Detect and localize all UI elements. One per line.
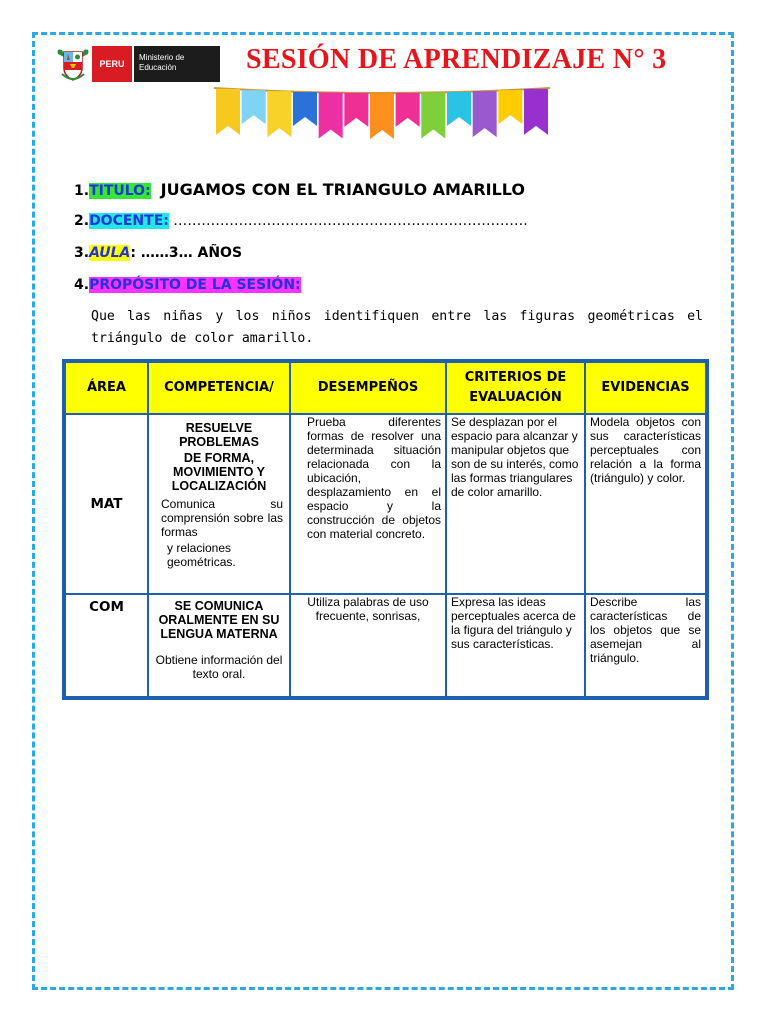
desempeno-mat: Prueba diferentes formas de resolver una determinada situación relacionada con la ubicación, desplazamiento en el espacio y la construcción de objetos con material concreto.	[290, 414, 446, 594]
bunting-flag	[447, 92, 471, 126]
bunting-flag	[267, 91, 291, 137]
header-competencia: COMPETENCIA/	[148, 361, 290, 414]
header-area: ÁREA	[64, 361, 148, 414]
aula-value: : ……3… AÑOS	[130, 245, 243, 261]
proposito-text: Que las niñas y los niños identifiquen entre las figuras geométricas el triángulo de color amarillo.	[91, 309, 703, 346]
table-row-mat	[64, 414, 707, 594]
header-evidencias: EVIDENCIAS	[585, 361, 707, 414]
competencia-com: SE COMUNICA ORALMENTE EN SU LENGUA MATERNA Obtiene información del texto oral.	[148, 594, 290, 698]
info-docente: 2.DOCENTE: ………………………………………………………………….	[74, 213, 528, 229]
evidencia-mat: Modela objetos con sus características perceptuales con relación a la forma (triángulo) y color.	[585, 414, 707, 594]
criterio-com: Expresa las ideas perceptuales acerca de la figura del triángulo y sus características.	[446, 594, 585, 698]
competencia-mat: RESUELVE PROBLEMAS DE FORMA, MOVIMIENTO Y LOCALIZACIÓN Comunica su comprensión sobre las formas y relaciones geométricas.	[148, 414, 290, 594]
docente-value: ………………………………………………………………….	[168, 213, 528, 229]
docente-label: DOCENTE:	[89, 213, 169, 229]
aula-label: AULA	[89, 245, 131, 261]
bunting-decoration	[212, 84, 552, 140]
titulo-value: JUGAMOS CON EL TRIANGULO AMARILLO	[160, 180, 526, 199]
area-mat: MAT	[64, 414, 148, 594]
proposito-label: PROPÓSITO DE LA SESIÓN:	[89, 277, 301, 293]
peru-crest-icon	[54, 44, 92, 84]
minedu-logo	[54, 44, 236, 84]
evidencia-com: Describe las características de los objetos que se asemejan al triángulo.	[585, 594, 707, 698]
table-header-row	[64, 361, 707, 414]
bunting-flag	[498, 90, 522, 124]
titulo-label: TITULO:	[89, 183, 151, 199]
desempeno-com: Utiliza palabras de uso frecuente, sonrisas,	[290, 594, 446, 698]
ministry-label: Ministerio de Educación	[134, 46, 220, 82]
criterio-mat: Se desplazan por el espacio para alcanzar y manipular objetos que son de su interés, como las formas triangulares de color amarillo.	[446, 414, 585, 594]
bunting-flag	[216, 89, 240, 135]
bunting-flag	[396, 93, 420, 127]
bunting-flag	[344, 93, 368, 127]
header-desempenos: DESEMPEÑOS	[290, 361, 446, 414]
peru-label: PERU	[92, 46, 132, 82]
bunting-flag	[319, 93, 343, 139]
bunting-flag	[242, 90, 266, 124]
info-aula: 3.AULA: ……3… AÑOS	[74, 245, 243, 261]
bunting-flag	[293, 92, 317, 126]
bunting-flag	[524, 89, 548, 135]
bunting-flag	[370, 93, 394, 139]
info-proposito: 4.PROPÓSITO DE LA SESIÓN:	[74, 277, 301, 293]
header-criterios: CRITERIOS DE EVALUACIÓN	[446, 361, 585, 414]
bunting-flag	[473, 91, 497, 137]
area-com: COM	[64, 594, 148, 698]
info-titulo: 1.TITULO: JUGAMOS CON EL TRIANGULO AMARILLO	[74, 180, 526, 199]
page-title: SESIÓN DE APRENDIZAJE N° 3	[246, 44, 667, 75]
bunting-flag	[421, 93, 445, 139]
table-row-com	[64, 594, 707, 698]
session-table	[62, 359, 709, 700]
